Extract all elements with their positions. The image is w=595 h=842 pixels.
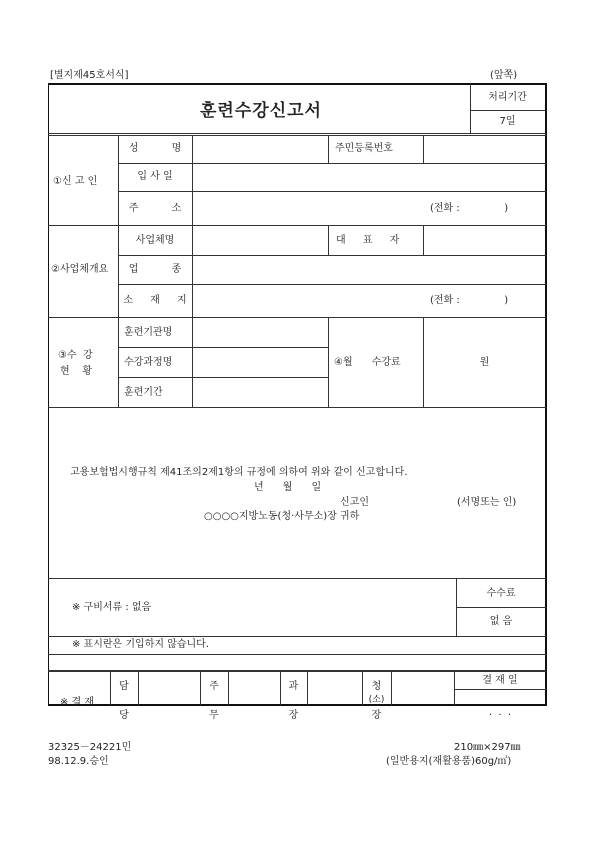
- page-side-label: (앞쪽): [490, 70, 518, 81]
- footer-code: 32325－24221민: [48, 742, 132, 753]
- approval-director-1: 청: [371, 681, 382, 692]
- training-section-label-1: ③수 강: [58, 350, 93, 361]
- institution-label: 훈련기관명: [124, 327, 173, 338]
- approval-label: ※ 결 재: [60, 697, 95, 708]
- approval-section-head-2: 장: [288, 710, 299, 721]
- address-label: 주 소: [128, 203, 182, 214]
- reporter-phone: (전화 : ): [430, 203, 509, 214]
- name-field[interactable]: [193, 136, 328, 163]
- signer-label: 신고인: [340, 497, 369, 508]
- addressee: ○○○○지방노동(청·사무소)장 귀하: [204, 511, 360, 522]
- declaration-date: 년 월 일: [254, 482, 322, 493]
- approval-clerk-box[interactable]: [139, 672, 200, 704]
- rrn-field[interactable]: [424, 136, 545, 163]
- company-section-label: ②사업체개요: [51, 264, 109, 275]
- approval-section-head-1: 과: [288, 681, 299, 692]
- period-label: 훈련기간: [124, 387, 163, 398]
- declaration-text: 고용보험법시행규칙 제41조의2제1항의 규정에 의하여 위와 같이 신고합니다.: [70, 467, 408, 478]
- border-top: [48, 83, 547, 85]
- period-field[interactable]: [193, 378, 328, 407]
- industry-field[interactable]: [193, 256, 545, 284]
- approval-officer-2: 무: [209, 710, 219, 721]
- representative-field[interactable]: [424, 226, 545, 255]
- fee-value: 없 음: [489, 616, 513, 627]
- footer-paper-type: (일반용지(재활용품)60g/㎡): [386, 756, 512, 767]
- location-field[interactable]: [193, 285, 423, 317]
- company-phone: (전화 : ): [430, 295, 509, 306]
- processing-period-label: 처리기간: [488, 92, 527, 103]
- name-label: 성 명: [128, 143, 182, 154]
- form-number: [별지제45호서식]: [50, 70, 129, 81]
- notice-text: ※ 표시란은 기입하지 않습니다.: [72, 639, 210, 650]
- fee-label: 수수료: [486, 588, 516, 599]
- approval-section-head-box[interactable]: [308, 672, 362, 704]
- course-field[interactable]: [193, 348, 328, 377]
- approval-date-label: 결 재 일: [482, 675, 518, 686]
- hire-date-field[interactable]: [193, 164, 545, 191]
- approval-clerk-1: 담: [119, 681, 129, 692]
- hire-date-label: 입 사 일: [137, 171, 173, 182]
- rrn-label: 주민등록번호: [335, 143, 393, 154]
- approval-clerk-2: 당: [119, 710, 129, 721]
- reporter-section-label: ①신 고 인: [53, 176, 98, 187]
- company-name-label: 사업체명: [135, 235, 175, 246]
- approval-date-value: · · ·: [488, 710, 512, 721]
- location-label: 소 재 지: [123, 295, 187, 306]
- monthly-fee-unit: 원: [479, 357, 490, 368]
- approval-officer-1: 주: [209, 681, 219, 692]
- form-title: 훈련수강신고서: [200, 101, 322, 121]
- approval-director-2: (소): [368, 695, 385, 705]
- approval-director-box[interactable]: [392, 672, 454, 704]
- address-field[interactable]: [193, 192, 423, 225]
- approval-officer-box[interactable]: [229, 672, 280, 704]
- approval-director-3: 장: [371, 710, 382, 721]
- border-bottom: [48, 704, 547, 706]
- course-label: 수강과정명: [124, 357, 173, 368]
- border-left: [48, 83, 49, 705]
- representative-label: 대 표 자: [336, 235, 400, 246]
- footer-approval-date: 98.12.9.승인: [48, 756, 109, 767]
- company-name-field[interactable]: [193, 226, 328, 255]
- institution-field[interactable]: [193, 318, 328, 347]
- training-section-label-2: 현 황: [60, 366, 93, 377]
- monthly-fee-label: ④월 수강료: [334, 357, 401, 368]
- industry-label: 업 종: [128, 264, 182, 275]
- required-documents: ※ 구비서류 : 없음: [72, 602, 152, 613]
- signature-note: (서명또는 인): [457, 497, 517, 508]
- footer-paper-size: 210㎜×297㎜: [454, 742, 521, 753]
- border-right: [545, 83, 547, 705]
- processing-period-value: 7일: [499, 116, 516, 127]
